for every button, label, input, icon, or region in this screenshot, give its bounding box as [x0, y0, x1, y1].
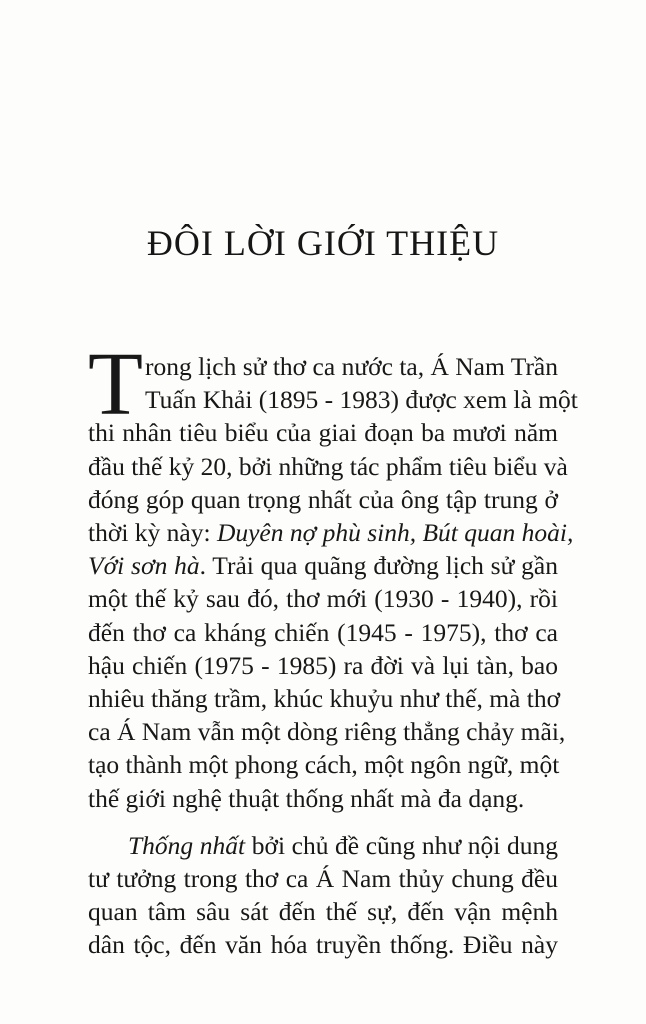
page-title: ĐÔI LỜI GIỚI THIỆU	[146, 223, 500, 263]
text-segment: thời kỳ này:	[88, 518, 217, 548]
text-line	[88, 549, 558, 582]
text-line: quan tâm sâu sát đến thế sự, đến vận mệnh	[88, 897, 558, 927]
paragraph-2	[88, 829, 558, 962]
text-line: tạo thành một phong cách, một ngôn ngữ, một	[88, 750, 560, 780]
text-line: đến thơ ca kháng chiến (1945 - 1975), thơ ca	[88, 617, 558, 647]
text-line: một thế kỷ sau đó, thơ mới (1930 - 1940), rồi	[88, 584, 558, 614]
text-line: đóng góp quan trọng nhất của ông tập trung ở	[88, 484, 558, 514]
text-line: hậu chiến (1975 - 1985) ra đời và lụi tàn, bao	[88, 650, 558, 680]
text-line: rong lịch sử thơ ca nước ta, Á Nam Trần	[144, 352, 558, 381]
text-line: đầu thế kỷ 20, bởi những tác phẩm tiêu biểu và	[88, 451, 568, 481]
paragraph-1	[88, 335, 578, 815]
text-line: tư tưởng trong thơ ca Á Nam thủy chung đều	[88, 864, 558, 894]
text-line: Tuấn Khải (1895 - 1983) được xem là một	[144, 385, 578, 415]
text-line: nhiêu thăng trầm, khúc khuỷu như thế, mà thơ	[88, 684, 561, 714]
text-line: dân tộc, đến văn hóa truyền thống. Điều này	[88, 930, 558, 960]
emphasis-text: Thống nhất	[128, 830, 246, 860]
text-line: thế giới nghệ thuật thống nhất mà đa dạng.	[88, 783, 525, 813]
text-segment: bởi chủ đề cũng như nội dung	[245, 830, 558, 860]
drop-cap: T	[88, 335, 143, 434]
book-title: Với sơn hà	[88, 551, 200, 581]
text-line	[88, 829, 558, 862]
body-text	[88, 335, 578, 962]
text-segment: . Trải qua quãng đường lịch sử gần	[199, 551, 558, 581]
text-line: thi nhân tiêu biểu của giai đoạn ba mươi năm	[88, 418, 558, 448]
text-line	[88, 516, 574, 549]
book-titles: Duyên nợ phù sinh, Bút quan hoài,	[216, 518, 574, 548]
text-line: ca Á Nam vẫn một dòng riêng thẳng chảy mãi,	[88, 717, 566, 747]
